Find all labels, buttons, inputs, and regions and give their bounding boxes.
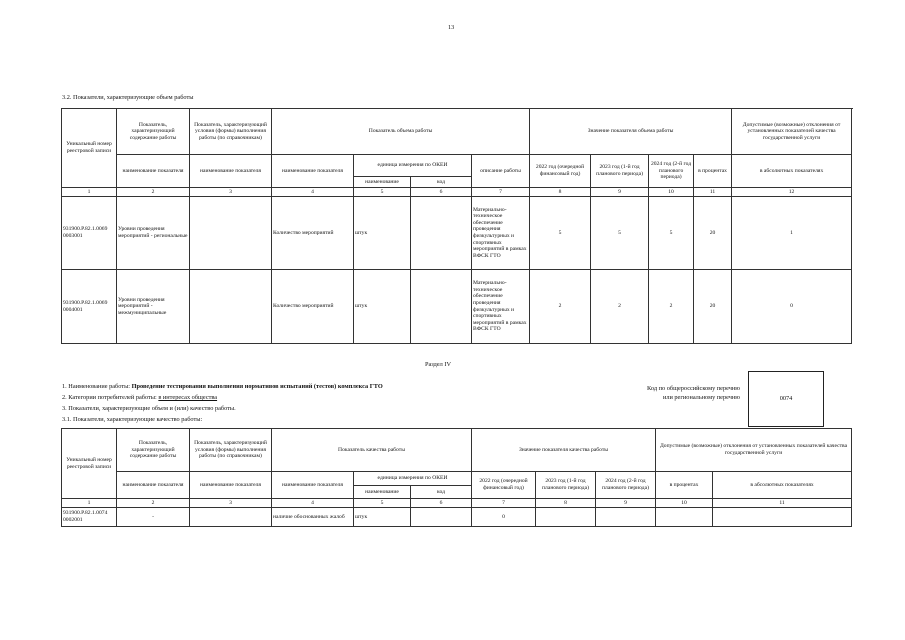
col-number: 5 (354, 499, 411, 508)
col-number: 3 (190, 188, 272, 197)
col-number: 10 (656, 499, 713, 508)
header-conditions-indicator: Показатель, характеризующий условия (формы) выполнения работы (по справочникам) (190, 429, 272, 472)
col-number: 10 (649, 188, 694, 197)
header-volume-name: наименование показателя (272, 155, 354, 188)
section-heading: Раздел IV (425, 361, 452, 368)
quality-indicators-title: 3.1. Показатели, характеризующие качество работы: (62, 416, 203, 423)
header-conditions-name: наименование показателя (190, 472, 272, 499)
row-percent: 20 (694, 197, 732, 270)
row-id: 931900.Р.82.1.0074 0002001 (62, 508, 117, 527)
header-value-indicator: Значение показателя качества работы (472, 429, 656, 472)
header-quality-name: наименование показателя (272, 472, 354, 499)
indicators-line: 3. Показатели, характеризующие объем и (или) качество работы. (62, 405, 236, 412)
header-2022: 2022 год (очередной финансовый год) (530, 155, 591, 188)
header-unit-okei: единица измерения по ОКЕИ (354, 155, 472, 177)
quality-indicators-table (61, 428, 852, 527)
header-work-description: описание работы (472, 155, 530, 188)
row-value-2024: 2 (649, 270, 694, 344)
col-number: 4 (272, 188, 354, 197)
table-row (62, 197, 852, 270)
header-in-percent: в процентах (694, 155, 732, 188)
row-indicator-name: Количество мероприятий (272, 197, 354, 270)
row-conditions (190, 508, 272, 527)
header-unit-okei: единица измерения по ОКЕИ (354, 472, 472, 486)
row-description: Материально-техническое обеспечение проведения физкультурных и спортивных мероприятий в рамках ВФСК ГТО (472, 197, 530, 270)
page-number: 13 (448, 24, 455, 31)
row-conditions (190, 197, 272, 270)
table-row (62, 508, 852, 527)
row-id: 931900.Р.82.1.0069 0003001 (62, 197, 117, 270)
row-content: Уровни проведения мероприятий - межмуниципальные (117, 270, 190, 344)
header-value-indicator: Значение показателя объема работы (530, 109, 732, 155)
row-percent (656, 508, 713, 527)
consumer-category-line (62, 394, 217, 401)
col-number: 2 (117, 499, 190, 508)
col-number: 5 (354, 188, 411, 197)
work-name-label: 1. Наименование работы: (62, 383, 132, 390)
header-conditions-name: наименование показателя (190, 155, 272, 188)
row-percent: 20 (694, 270, 732, 344)
header-unique-number: Уникальный номер реестровой записи (62, 429, 117, 499)
col-number: 8 (536, 499, 596, 508)
consumer-category-value: в интересах общества (158, 394, 218, 401)
row-content: Уровни проведения мероприятий - региональные (117, 197, 190, 270)
col-number: 9 (596, 499, 656, 508)
col-number: 8 (530, 188, 591, 197)
col-number: 11 (694, 188, 732, 197)
section-title-volume: 3.2. Показатели, характеризующие объем работы (62, 94, 194, 101)
header-content-indicator: Показатель, характеризующий содержание работы (117, 109, 190, 155)
row-value-2024 (596, 508, 656, 527)
work-name-value: Проведение тестирования выполнения нормативов испытаний (тестов) комплекса ГТО (131, 383, 383, 390)
header-content-indicator: Показатель, характеризующий содержание работы (117, 429, 190, 472)
row-absolute: 0 (732, 270, 852, 344)
row-value-2022: 0 (472, 508, 536, 527)
header-unit-code: код (411, 486, 472, 499)
col-number: 12 (732, 188, 852, 197)
header-2024: 2024 год (2-й год планового периода) (649, 155, 694, 188)
row-value-2024: 5 (649, 197, 694, 270)
header-2023: 2023 год (1-й год планового периода) (536, 472, 596, 499)
header-in-absolute: в абсолютных показателях (732, 155, 852, 188)
col-number: 2 (117, 188, 190, 197)
header-content-name: наименование показателя (117, 472, 190, 499)
row-value-2022: 5 (530, 197, 591, 270)
col-number: 9 (591, 188, 649, 197)
header-volume-indicator: Показатель объема работы (272, 109, 530, 155)
col-number: 1 (62, 499, 117, 508)
code-value: 0074 (779, 395, 793, 402)
table-row (62, 270, 852, 344)
work-name-line (62, 383, 383, 390)
header-2023: 2023 год (1-й год планового периода) (591, 155, 649, 188)
row-value-2023: 2 (591, 270, 649, 344)
row-value-2023: 5 (591, 197, 649, 270)
row-code (411, 508, 472, 527)
row-code (411, 270, 472, 344)
consumer-category-label: 2. Категории потребителей работы: (62, 394, 159, 401)
row-content: - (117, 508, 190, 527)
row-absolute (713, 508, 852, 527)
row-indicator-name: Количество мероприятий (272, 270, 354, 344)
col-number: 7 (472, 188, 530, 197)
header-deviation: Допустимые (возможные) отклонения от установленных показателей качества государственной услуги (732, 109, 852, 155)
header-in-percent: в процентах (656, 472, 713, 499)
row-id: 931900.Р.82.1.0069 0004001 (62, 270, 117, 344)
header-2022: 2022 год (очередной финансовый год) (472, 472, 536, 499)
header-quality-indicator: Показатель качества работы (272, 429, 472, 472)
row-unit: штук (354, 508, 411, 527)
row-description: Материально-техническое обеспечение проведения физкультурных и спортивных мероприятий в рамках ВФСК ГТО (472, 270, 530, 344)
row-conditions (190, 270, 272, 344)
header-unique-number: Уникальный номер реестровой записи (62, 109, 117, 188)
header-conditions-indicator: Показатель, характеризующий условия (формы) выполнения работы (по справочникам) (190, 109, 272, 155)
col-number: 6 (411, 499, 472, 508)
header-unit-code: код (411, 177, 472, 188)
col-number: 4 (272, 499, 354, 508)
code-box (748, 371, 824, 427)
code-label: Код по общероссийскому перечню или региональному перечню (647, 385, 740, 401)
row-absolute: 1 (732, 197, 852, 270)
col-number: 3 (190, 499, 272, 508)
row-indicator-name: наличие обоснованных жалоб (272, 508, 354, 527)
col-number: 11 (713, 499, 852, 508)
header-unit-name: наименование (354, 177, 411, 188)
header-unit-name: наименование (354, 486, 411, 499)
row-unit: штук (354, 197, 411, 270)
row-unit: штук (354, 270, 411, 344)
row-value-2023 (536, 508, 596, 527)
col-number: 1 (62, 188, 117, 197)
volume-indicators-table (61, 108, 852, 344)
col-number: 7 (472, 499, 536, 508)
col-number: 6 (411, 188, 472, 197)
row-value-2022: 2 (530, 270, 591, 344)
header-2024: 2024 год (2-й год планового периода) (596, 472, 656, 499)
header-deviation: Допустимые (возможные) отклонения от установленных показателей качества государственной услуги (656, 429, 852, 472)
header-content-name: наименование показателя (117, 155, 190, 188)
header-in-absolute: в абсолютных показателях (713, 472, 852, 499)
row-code (411, 197, 472, 270)
